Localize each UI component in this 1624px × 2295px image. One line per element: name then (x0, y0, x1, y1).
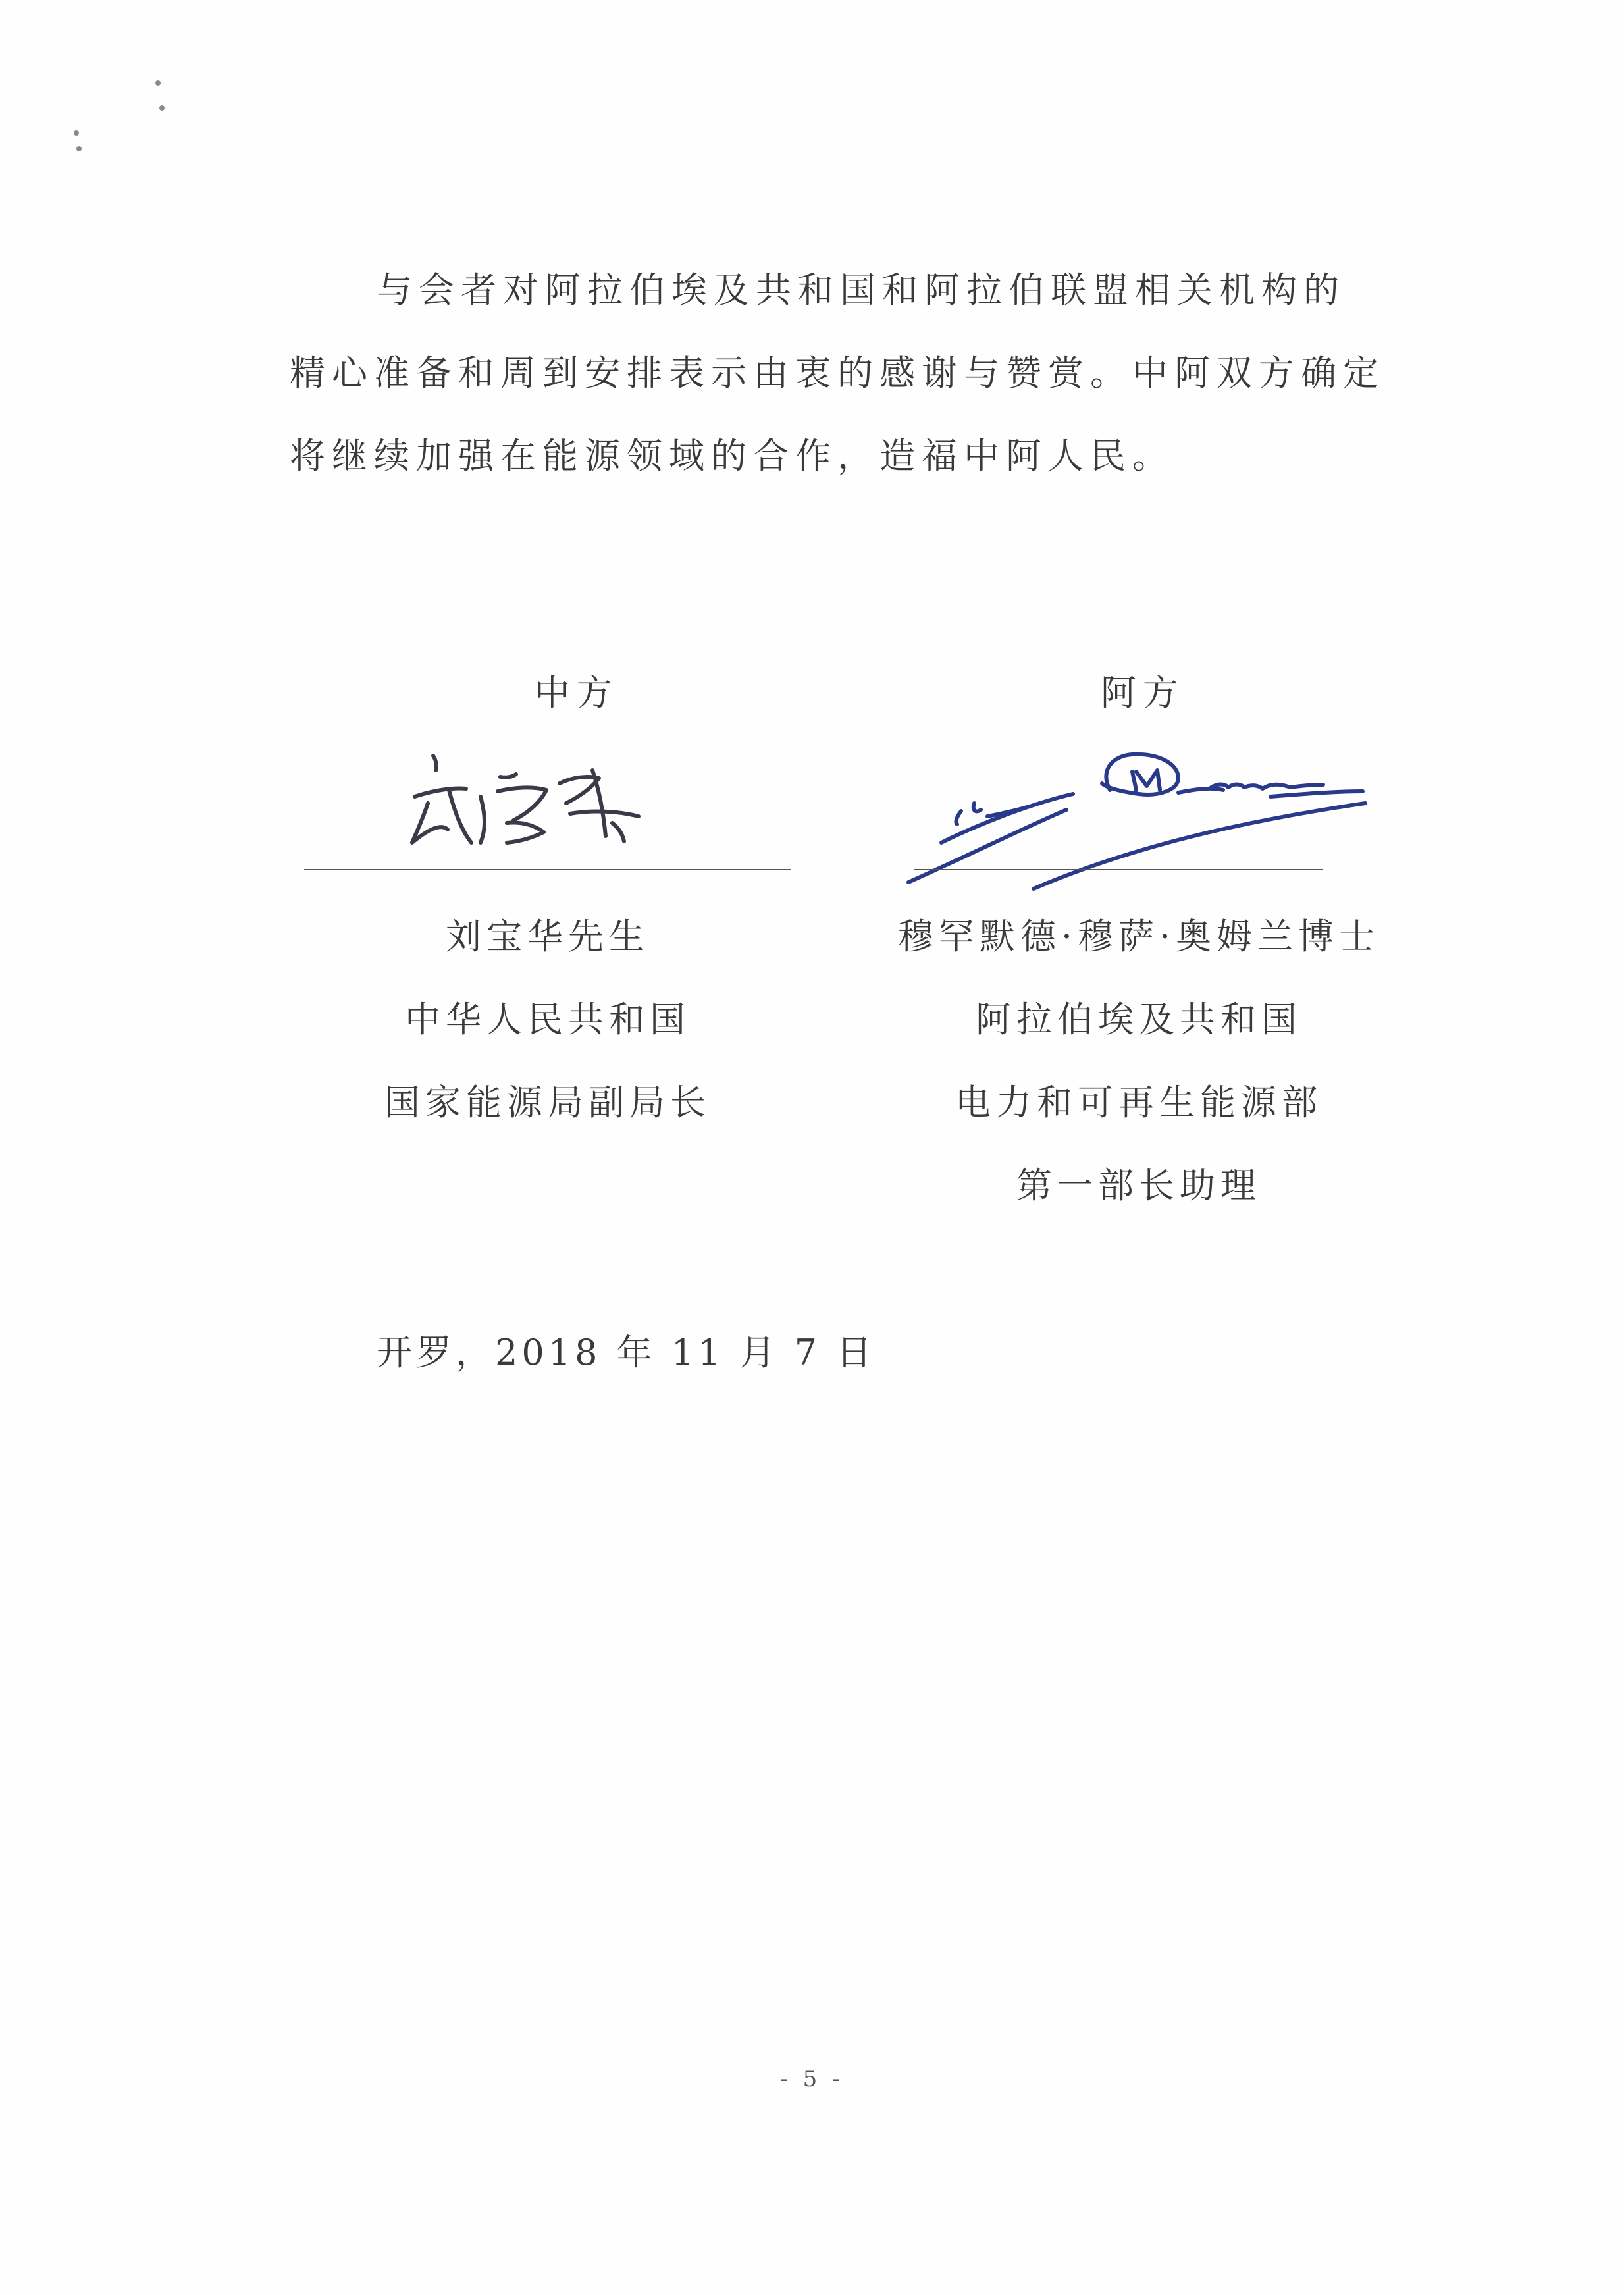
chinese-signature-line (304, 869, 791, 870)
place-and-date: 开罗，2018 年 11 月 7 日 (377, 1332, 876, 1373)
egypt-signatory (816, 895, 1461, 1227)
egypt-signatory-ministry: 电力和可再生能源部 (955, 1082, 1323, 1123)
chinese-side-label: 中方 (535, 672, 619, 714)
scan-mark (76, 146, 82, 151)
egypt-side-label: 阿方 (1101, 672, 1185, 714)
paragraph-line: 与会者对阿拉伯埃及共和国和阿拉伯联盟相关机构的 (377, 269, 1346, 311)
paragraph-line: 精心准备和周到安排表示由衷的感谢与赞赏。中阿双方确定 (290, 352, 1385, 394)
egypt-signatory-title: 第一部长助理 (1016, 1165, 1261, 1206)
egypt-signatory-name: 穆罕默德·穆萨·奥姆兰博士 (897, 916, 1380, 957)
chinese-signatory (304, 895, 791, 1144)
egypt-signature-line (914, 869, 1323, 870)
chinese-signatory-name: 刘宝华先生 (446, 916, 650, 957)
page-number: - 5 - (780, 2066, 844, 2092)
egypt-signature (902, 751, 1376, 902)
chinese-signatory-country: 中华人民共和国 (405, 999, 691, 1040)
scan-mark (74, 130, 79, 136)
chinese-signatory-title: 国家能源局副局长 (384, 1082, 711, 1123)
chinese-signature (408, 751, 658, 856)
paragraph-line: 将继续加强在能源领域的合作，造福中阿人民。 (290, 435, 1174, 477)
closing-paragraph (290, 249, 1409, 498)
scan-mark (159, 105, 165, 111)
egypt-signatory-country: 阿拉伯埃及共和国 (976, 999, 1302, 1040)
scan-mark (155, 80, 161, 86)
